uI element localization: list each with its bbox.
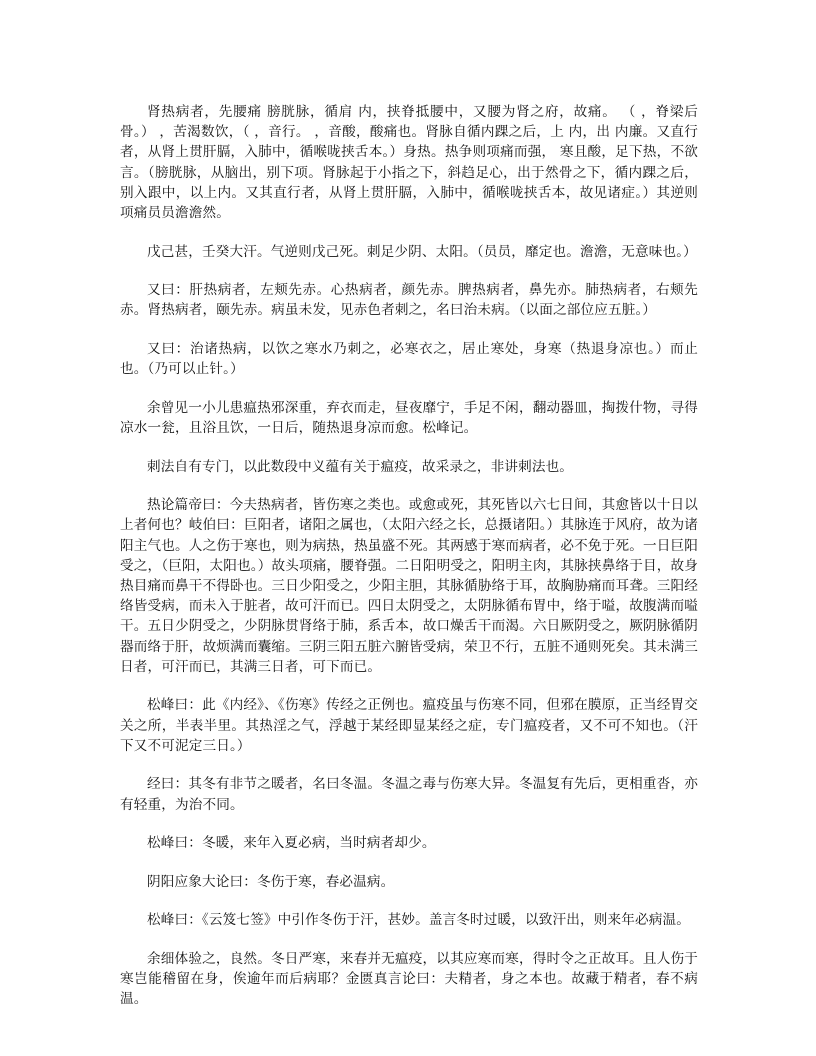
paragraph-wuji-days: 戊己甚，壬癸大汗。气逆则戊己死。刺足少阴、太阳。（员员，靡定也。澹澹，无意味也。） [147, 243, 697, 260]
paragraph-child-case: 余曾见一小儿患瘟热邪深重，弃衣而走，昼夜靡宁，手足不闲，翻动器皿，掏拨什物，寻得凉水一瓮，且浴且饮，一日后，随热退身凉而愈。松峰记。 [120, 399, 698, 436]
paragraph-cold-water-treatment: 又曰：治诸热病，以饮之寒水乃刺之，必寒衣之，居止寒处，身寒（热退身凉也。）而止也。（乃可以止针。） [120, 341, 698, 378]
paragraph-kidney-heat: 肾热病者，先腰痛 膀胱脉，循肩 内，挟脊抵腰中，又腰为肾之府，故痛。 （ ，脊梁后骨。） ，苦渴数饮，（ ，音行。 ，音酸，酸痛也。肾脉自循内踝之后，上 内，出 内廉。又直行者，从肾上贯肝膈，入肺中，循喉咙挟舌本。）身热。热争则项痛而强， 寒且酸，足下热，不欲言。（膀胱脉，从脑出，别下项。肾脉起于小指之下，斜趋足心，出于然骨之下，循内踝之后，别入跟中，以上内。又其直行者，从肾上贯肝膈，入肺中，循喉咙挟舌本，故见诸症。）其逆则项痛员员澹澹然。 [120, 104, 698, 222]
paragraph-yinyang-quote: 阴阳应象大论曰：冬伤于寒，春必温病。 [147, 873, 395, 890]
paragraph-songfeng-winter: 松峰曰：冬暖，来年入夏必病，当时病者却少。 [147, 835, 436, 852]
paragraph-winter-warmth: 经曰：其冬有非节之暖者，名曰冬温。冬温之毒与伤寒大异。冬温复有先后，更相重沓，亦有轻重，为治不同。 [120, 776, 698, 813]
paragraph-songfeng-commentary: 松峰曰：此《内经》、《伤寒》传经之正例也。瘟疫虽与伤寒不同，但邪在膜原，正当经胃交关之所，半表半里。其热淫之气，浮越于某经即显某经之症，专门瘟疫者，又不可不知也。（汗下又不可泥定三日。） [120, 697, 698, 754]
paragraph-acupuncture-note: 刺法自有专门，以此数段中义蕴有关于瘟疫，故采录之，非讲刺法也。 [147, 458, 574, 475]
paragraph-experience: 余细体验之，良然。冬日严寒，来春并无瘟疫，以其应寒而寒，得时令之正故耳。且人伤于寒岂能稽留在身，俟逾年而后病耶？金匮真言论曰：夫精者，身之本也。故藏于精者，春不病温。 [120, 950, 698, 1008]
paragraph-yunji-qiqian: 松峰曰：《云笈七签》中引作冬伤于汗，甚妙。盖言冬时过暖，以致汗出，则来年必病温。 [147, 912, 690, 929]
document-page [120, 102, 698, 1028]
paragraph-heat-theory: 热论篇帝曰：今夫热病者，皆伤寒之类也。或愈或死，其死皆以六七日间，其愈皆以十日以上者何也？岐伯曰：巨阳者，诸阳之属也，（太阳六经之长，总摄诸阳。）其脉连于风府，故为诸阳主气也。人之伤于寒也，则为病热，热虽盛不死。其两感于寒而病者，必不免于死。一日巨阳受之，（巨阳，太阳也。）故头项痛，腰脊强。二日阳明受之，阳明主肉，其脉挟鼻络于目，故身热目痛而鼻干不得卧也。三日少阳受之，少阳主胆，其脉循胁络于耳，故胸胁痛而耳聋。三阳经络皆受病，而未入于脏者，故可汗而已。四日太阴受之，太阴脉循布胃中，络于嗌，故腹满而嗌干。五日少阴受之，少阴脉贯肾络于肺，系舌本，故口燥舌干而渴。六日厥阴受之，厥阴脉循阴器而络于肝，故烦满而囊缩。三阴三阳五脏六腑皆受病，荣卫不行，五脏不通则死矣。其未满三日者，可汗而已，其满三日者，可下而已。 [120, 497, 698, 675]
paragraph-face-colors: 又曰：肝热病者，左颊先赤。心热病者，颜先赤。脾热病者，鼻先亦。肺热病者，右颊先赤。肾热病者，颐先赤。病虽未发，见赤色者刺之，名曰治未病。（以面之部位应五脏。） [120, 282, 698, 319]
